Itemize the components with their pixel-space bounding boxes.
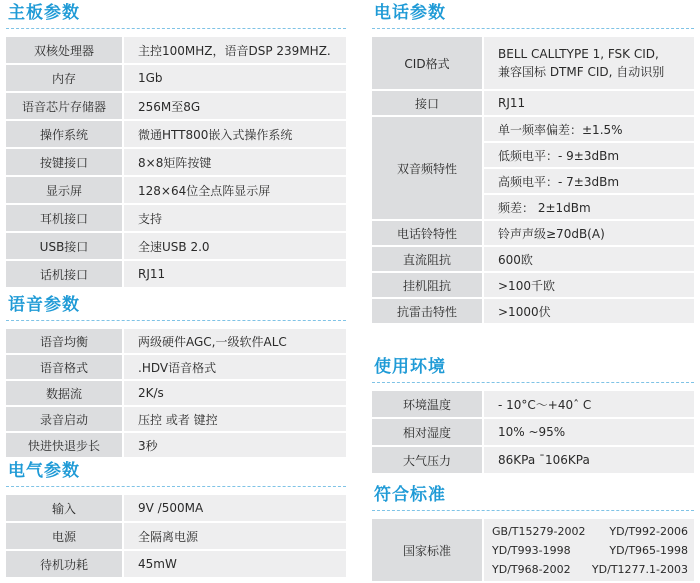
table-row [6, 37, 346, 63]
spec-value: 两级硬件AGC,一级软件ALC [124, 329, 346, 353]
table-row [372, 221, 694, 245]
spec-key: 耳机接口 [6, 205, 124, 231]
spec-key: 双音频特性 [372, 117, 484, 219]
spec-value: 主控100MHZ，语音DSP 239MHZ. [124, 37, 346, 63]
table-row [372, 299, 694, 323]
table-row [372, 117, 694, 141]
spec-value: RJ11 [484, 91, 694, 115]
spec-value: 铃声声级≥70dB(A) [484, 221, 694, 245]
spec-value: 压控 或者 键控 [124, 407, 346, 431]
standard-code: YD/T968-2002 [492, 562, 571, 576]
spec-value: 2K/s [124, 381, 346, 405]
spec-key: USB接口 [6, 233, 124, 259]
standard-code: YD/T965-1998 [609, 543, 688, 557]
table-row [6, 433, 346, 457]
spec-table [6, 493, 346, 579]
spec-value: 频差： 2±1dBm [484, 195, 694, 219]
divider [6, 320, 346, 321]
spec-key: 内存 [6, 65, 124, 91]
standard-code: YD/T993-1998 [492, 543, 571, 557]
spec-value: 45mW [124, 551, 346, 577]
spec-key: 国家标准 [372, 519, 484, 581]
section-title: 主板参数 [8, 3, 80, 23]
spec-value: 单一频率偏差：±1.5% [484, 117, 694, 141]
spec-value: 256M至8G [124, 93, 346, 119]
table-row [6, 407, 346, 431]
cid-line: BELL CALLTYPE 1, FSK CID, [498, 47, 659, 61]
spec-key: 话机接口 [6, 261, 124, 287]
table-row [372, 247, 694, 271]
spec-value: 低频电平：- 9±3dBm [484, 143, 694, 167]
table-row [6, 495, 346, 521]
standard-line [492, 560, 688, 579]
spec-value: 10% ~95% [484, 419, 694, 445]
table-row [6, 93, 346, 119]
spec-key: 电源 [6, 523, 124, 549]
section-title: 电气参数 [8, 461, 80, 481]
spec-value: 128×64位全点阵显示屏 [124, 177, 346, 203]
table-row [6, 149, 346, 175]
table-row [6, 205, 346, 231]
spec-key: 电话铃特性 [372, 221, 484, 245]
spec-key: 直流阻抗 [372, 247, 484, 271]
spec-value: 3秒 [124, 433, 346, 457]
table-row [372, 419, 694, 445]
spec-key: 按键接口 [6, 149, 124, 175]
table-row [6, 523, 346, 549]
standard-code: YD/T1277.1-2003 [591, 562, 688, 576]
table-row [6, 261, 346, 287]
spec-value: - 10°C～+40ˆ C [484, 391, 694, 417]
standard-code: GB/T15279-2002 [492, 524, 586, 538]
spec-key: CID格式 [372, 37, 484, 89]
spec-value: 支持 [124, 205, 346, 231]
table-row [372, 391, 694, 417]
spec-key: 数据流 [6, 381, 124, 405]
spec-key: 语音芯片存储器 [6, 93, 124, 119]
table-row [372, 273, 694, 297]
spec-value: 全速USB 2.0 [124, 233, 346, 259]
spec-value: 86KPa ¯106KPa [484, 447, 694, 473]
spec-key: 双核处理器 [6, 37, 124, 63]
table-row [6, 329, 346, 353]
spec-key: 操作系统 [6, 121, 124, 147]
table-row [372, 37, 694, 89]
spec-value: .HDV语音格式 [124, 355, 346, 379]
spec-key: 抗雷击特性 [372, 299, 484, 323]
spec-key: 输入 [6, 495, 124, 521]
spec-value [484, 519, 694, 581]
divider [372, 28, 694, 29]
table-row [6, 381, 346, 405]
spec-value: 8×8矩阵按键 [124, 149, 346, 175]
spec-table [6, 327, 346, 459]
standard-line [492, 522, 688, 541]
section-standards [372, 484, 694, 583]
table-row [372, 91, 694, 115]
spec-table [372, 389, 694, 475]
divider [372, 510, 694, 511]
table-row [6, 177, 346, 203]
section-title: 符合标准 [374, 485, 446, 505]
section-title: 电话参数 [374, 3, 446, 23]
spec-table [372, 517, 694, 583]
spec-key: 快进快退步长 [6, 433, 124, 457]
spec-value: >100千欧 [484, 273, 694, 297]
table-row [6, 65, 346, 91]
spec-key: 待机功耗 [6, 551, 124, 577]
cid-line: 兼容国标 DTMF CID, 自动识别 [498, 65, 665, 79]
section-environment [372, 356, 694, 475]
spec-key: 环境温度 [372, 391, 484, 417]
spec-value [484, 37, 694, 89]
spec-value: RJ11 [124, 261, 346, 287]
divider [6, 486, 346, 487]
spec-value: 600欧 [484, 247, 694, 271]
spec-key: 录音启动 [6, 407, 124, 431]
spec-key: 语音均衡 [6, 329, 124, 353]
spec-key: 大气压力 [372, 447, 484, 473]
spec-key: 显示屏 [6, 177, 124, 203]
spec-value: 1Gb [124, 65, 346, 91]
spec-value: 9V /500MA [124, 495, 346, 521]
spec-value: 全隔离电源 [124, 523, 346, 549]
section-phone [372, 2, 694, 325]
spec-value: >1000伏 [484, 299, 694, 323]
spec-key: 相对湿度 [372, 419, 484, 445]
section-electrical [6, 460, 346, 579]
table-row [6, 355, 346, 379]
table-row [372, 447, 694, 473]
table-row [6, 233, 346, 259]
spec-key: 语音格式 [6, 355, 124, 379]
spec-key: 接口 [372, 91, 484, 115]
section-title: 语音参数 [8, 295, 80, 315]
standard-code: YD/T992-2006 [609, 524, 688, 538]
section-title: 使用环境 [374, 357, 446, 377]
divider [372, 382, 694, 383]
spec-value: 微通HTT800嵌入式操作系统 [124, 121, 346, 147]
standard-line [492, 541, 688, 560]
spec-key: 挂机阻抗 [372, 273, 484, 297]
section-main-board [6, 2, 346, 289]
spec-value: 高频电平：- 7±3dBm [484, 169, 694, 193]
spec-table [372, 35, 694, 325]
table-row [6, 551, 346, 577]
table-row [6, 121, 346, 147]
divider [6, 28, 346, 29]
table-row [372, 519, 694, 581]
spec-table [6, 35, 346, 289]
section-voice [6, 294, 346, 459]
